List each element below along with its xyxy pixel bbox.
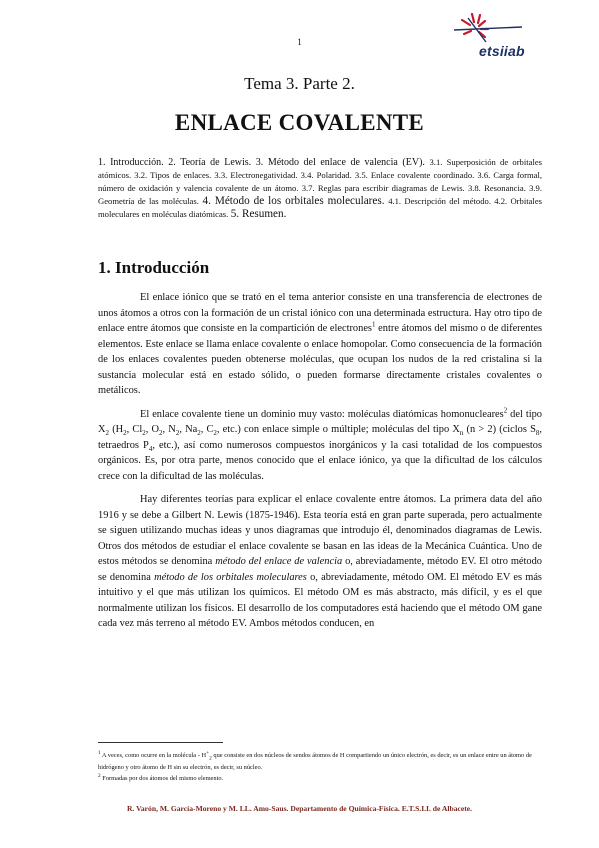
text-span: El enlace covalente tiene un dominio muy vasto: moléculas diatómicas homonucleares bbox=[140, 408, 504, 420]
text-span: , tetraedros P bbox=[98, 424, 542, 451]
subscript: 2 bbox=[123, 429, 127, 438]
subscript: 8 bbox=[535, 429, 540, 438]
logo-text: etsiiab bbox=[479, 43, 525, 59]
formula-sup: + bbox=[206, 750, 210, 756]
text-span: (n > 2) (ciclos S bbox=[463, 424, 536, 435]
text-span: que consiste en dos núcleos de sendos átomos de H compartiendo un único electrón, es decir, es un enlace entre un átomo de hidrógeno y otro átomo de H sin su electrón, es decir, su núcleo. bbox=[98, 752, 532, 772]
text-span: , C bbox=[200, 424, 214, 435]
toc-part-4: 4.1. Descripción del método. 4.2. Orbitales moleculares en moléculas diatómicas. bbox=[98, 196, 542, 219]
emphasis: método de los orbitales moleculares bbox=[154, 571, 307, 583]
text-span: o, abreviadamente, método EV. El otro método se denomina bbox=[98, 556, 542, 583]
text-span: Hay diferentes teorías para explicar el enlace covalente entre átomos. La primera data del año 1916 y se debe a Gilbert N. Lewis (1875-1946). Esta teoría está en gran parte superada, pero actualmente se siguen utilizando muchas ideas y unos diagramas que introdujo él, denominados diagramas de Lewis. Otros dos métodos de estudiar el enlace covalente se basan en las ideas de la Mecánica Cuántica. Uno de estos métodos se denomina bbox=[98, 494, 542, 567]
toc-part-1: 1. Introducción. 2. Teoría de Lewis. 3. Método del enlace de valencia (EV). bbox=[98, 157, 425, 168]
text-span: del tipo X bbox=[98, 408, 542, 435]
text-span: , N bbox=[162, 424, 176, 435]
formula: H bbox=[201, 752, 207, 760]
text-span: (H bbox=[109, 424, 124, 435]
paragraph bbox=[98, 290, 542, 399]
text-span: , etc.) con enlace simple o múltiple; moléculas del tipo X bbox=[216, 424, 460, 435]
subscript: 4 bbox=[148, 444, 153, 453]
page-title: ENLACE COVALENTE bbox=[174, 110, 425, 135]
emphasis: método del enlace de valencia bbox=[215, 556, 343, 567]
toc-part-3: 4. Método de los orbitales moleculares. bbox=[202, 195, 385, 207]
footnote-number: 1 bbox=[98, 750, 101, 756]
footnote-2 bbox=[98, 772, 542, 783]
subscript: 2 bbox=[197, 429, 201, 438]
text-span: o, abreviadamente, método OM. El método EV es más intuitivo y el que más utilizan los químicos. El método OM es más abstracto, más difícil, y es el que normalmente utilizan los físicos. El desarrollo de los computadores está haciendo que el método OM gane cada vez más terreno al método EV. Ambos métodos conducen, en bbox=[98, 571, 542, 629]
footnote-rule bbox=[98, 742, 223, 743]
subscript: 2 bbox=[213, 429, 217, 438]
subscript: 2 bbox=[175, 429, 180, 438]
subtitle: Tema 3. Parte 2. bbox=[244, 74, 355, 93]
formula-sub: 2 bbox=[209, 755, 212, 762]
subscript: 2 bbox=[159, 429, 163, 438]
footnote-ref: 2 bbox=[503, 406, 508, 415]
paragraph bbox=[98, 492, 542, 632]
toc-part-5: 5. Resumen. bbox=[230, 208, 287, 220]
page-footer: R. Varón, M. García-Moreno y M. LL. Amo-Saus. Departamento de Química-Física. E.T.S.I.I. de Albacete. bbox=[126, 804, 473, 813]
footnote-ref: 1 bbox=[371, 320, 376, 329]
page-number: 1 bbox=[297, 37, 302, 47]
text-span: entre átomos del mismo o de diferentes elementos. Este enlace se llama enlace covalente o enlace homopolar. Como consecuencia de la formación de los enlaces covalentes pueden obtenerse moléculas, que ocupan los nudos de la red cristalina si la sustancia molecular está en estado sólido, o pueden formarse directamente cristales covalentes o metálicos. bbox=[98, 323, 542, 396]
text-span: El enlace iónico que se trató en el tema anterior consiste en una transferencia de electrones de unos átomos a otros con la formación de un cristal iónico con una determinada estructura. Hay otro tipo de enlace entre átomos que consiste en la compartición de electrones bbox=[98, 292, 542, 334]
logo-star-icon bbox=[452, 12, 522, 46]
subscript: 2 bbox=[105, 429, 110, 438]
subscript: 2 bbox=[142, 429, 146, 438]
footnote-number: 2 bbox=[98, 773, 101, 780]
body-text bbox=[98, 290, 542, 640]
table-of-contents bbox=[98, 156, 542, 221]
footnote-1 bbox=[98, 749, 542, 772]
text-span: , O bbox=[145, 424, 160, 435]
text-span: Formadas por dos átomos del mismo elemento. bbox=[100, 775, 224, 783]
etsiiab-logo bbox=[452, 12, 562, 64]
footnotes bbox=[98, 749, 542, 784]
subscript: n bbox=[459, 429, 464, 438]
text-span: , etc.), así como numerosos compuestos inorgánicos y la casi totalidad de los compuestos orgánicos. Es, por otra parte, menos conocido que el enlace iónico, ya que la dificultad de los cálculos crece con la dificultad de las moléculas. bbox=[98, 439, 542, 482]
section-heading: 1. Introducción bbox=[98, 258, 210, 277]
text-span: , Na bbox=[179, 424, 198, 435]
text-span: , Cl bbox=[126, 424, 143, 435]
paragraph bbox=[98, 407, 542, 485]
toc-part-2: 3.1. Superposición de orbitales atómicos. 3.2. Tipos de enlaces. 3.3. Electronegatividad. 3.4. Polaridad. 3.5. Enlace covalente coordinado. 3.6. Carga formal, número de oxidación y valencia covalente de un átomo. 3.7. Reglas para escribir diagramas de Lewis. 3.8. Resonancia. 3.9. Geometría de las moléculas. bbox=[98, 157, 542, 206]
text-span: A veces, como ocurre en la molécula - bbox=[100, 752, 202, 760]
